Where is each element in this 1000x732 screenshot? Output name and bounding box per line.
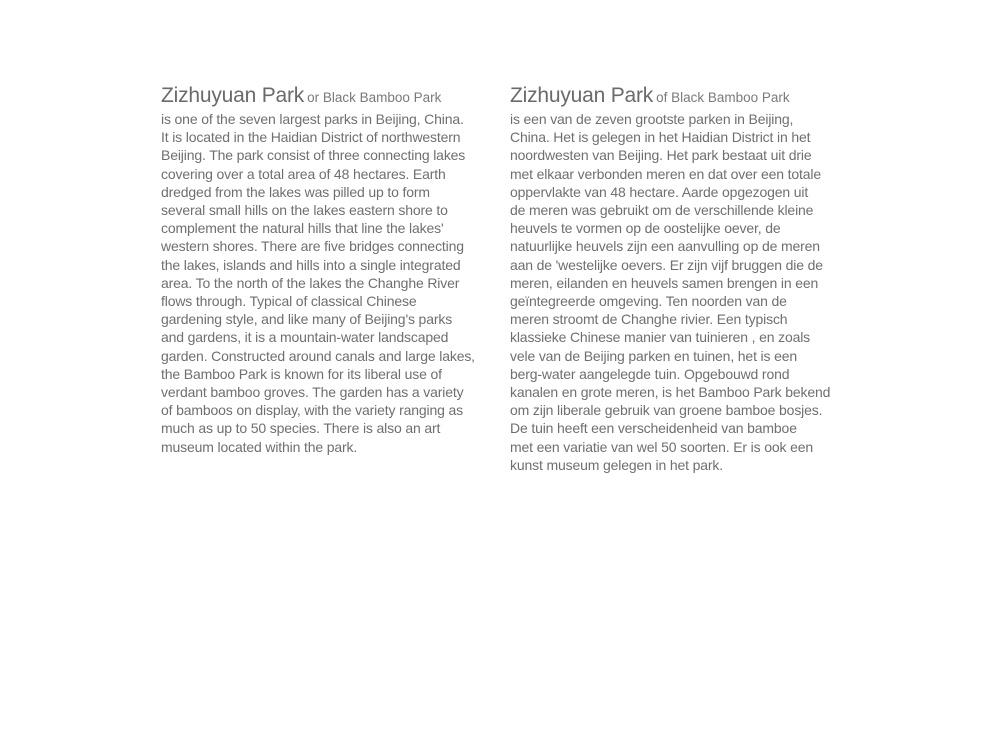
dutch-line: oppervlakte van 48 hectare. Aarde opgezogen uit	[510, 183, 809, 200]
english-line: complement the natural hills that line the lakes'	[161, 220, 444, 237]
english-line: area. To the north of the lakes the Changhe River	[161, 274, 460, 291]
dutch-line: vele van de Beijing parken en tuinen, het is een	[510, 347, 798, 364]
english-line: much as up to 50 species. There is also an art	[161, 420, 441, 437]
dutch-line: meren, eilanden en heuvels samen brengen in een	[510, 274, 819, 291]
english-line: of bamboos on display, with the variety ranging as	[161, 402, 463, 419]
dutch-line: heuvels te vormen op de oostelijke oever, de	[510, 220, 781, 237]
english-column	[161, 84, 491, 456]
dutch-line: geïntegreerde omgeving. Ten noorden van de	[510, 293, 787, 310]
english-line: the lakes, islands and hills into a single integrated	[161, 256, 461, 273]
dutch-line: kunst museum gelegen in het park.	[510, 456, 723, 473]
english-line: and gardens, it is a mountain-water landscaped	[161, 329, 449, 346]
dutch-subtitle: of Black Bamboo Park	[656, 90, 790, 105]
english-line: It is located in the Haidian District of northwestern	[161, 129, 461, 146]
dutch-line: de meren was gebruikt om de verschillende kleine	[510, 202, 814, 219]
english-line: garden. Constructed around canals and large lakes,	[161, 347, 475, 364]
english-line: is one of the seven largest parks in Beijing, China.	[161, 111, 464, 127]
english-heading	[161, 84, 491, 110]
english-line: gardening style, and like many of Beijing's parks	[161, 311, 453, 328]
dutch-line: noordwesten van Beijing. Het park bestaat uit drie	[510, 147, 812, 164]
english-line: Beijing. The park consist of three connecting lakes	[161, 147, 466, 164]
english-line: covering over a total area of 48 hectares. Earth	[161, 165, 446, 182]
dutch-line: met een variatie van wel 50 soorten. Er is ook een	[510, 438, 814, 455]
dutch-line: kanalen en grote meren, is het Bamboo Park bekend	[510, 384, 831, 401]
english-line: dredged from the lakes was pilled up to form	[161, 183, 430, 200]
dutch-line: De tuin heeft een verscheidenheid van bamboe	[510, 420, 797, 437]
dutch-column	[510, 84, 840, 474]
dutch-line: meren stroomt de Changhe rivier. Een typisch	[510, 311, 788, 328]
english-line: verdant bamboo groves. The garden has a variety	[161, 384, 464, 401]
dutch-body	[510, 110, 840, 474]
dutch-line: is een van de zeven grootste parken in Beijing,	[510, 111, 794, 127]
english-line: museum located within the park.	[161, 438, 358, 455]
english-line: several small hills on the lakes eastern shore to	[161, 202, 448, 219]
dutch-line: China. Het is gelegen in het Haidian District in het	[510, 129, 811, 146]
dutch-line: klassieke Chinese manier van tuinieren , en zoals	[510, 329, 811, 346]
dutch-line: aan de 'westelijke oevers. Er zijn vijf bruggen die de	[510, 256, 823, 273]
english-line: flows through. Typical of classical Chinese	[161, 293, 417, 310]
dutch-title: Zizhuyuan Park	[510, 84, 654, 107]
dutch-line: om zijn liberale gebruik van groene bamboe bosjes.	[510, 402, 823, 419]
english-line: western shores. There are five bridges connecting	[161, 238, 464, 255]
dutch-heading	[510, 84, 840, 110]
dutch-line: natuurlijke heuvels zijn een aanvulling op de meren	[510, 238, 820, 255]
dutch-line: berg-water aangelegde tuin. Opgebouwd rond	[510, 365, 790, 382]
english-body	[161, 110, 491, 456]
english-subtitle: or Black Bamboo Park	[307, 90, 442, 105]
dutch-line: met elkaar verbonden meren en dat over een totale	[510, 165, 821, 182]
english-title: Zizhuyuan Park	[161, 84, 305, 107]
english-line: the Bamboo Park is known for its liberal use of	[161, 365, 442, 382]
